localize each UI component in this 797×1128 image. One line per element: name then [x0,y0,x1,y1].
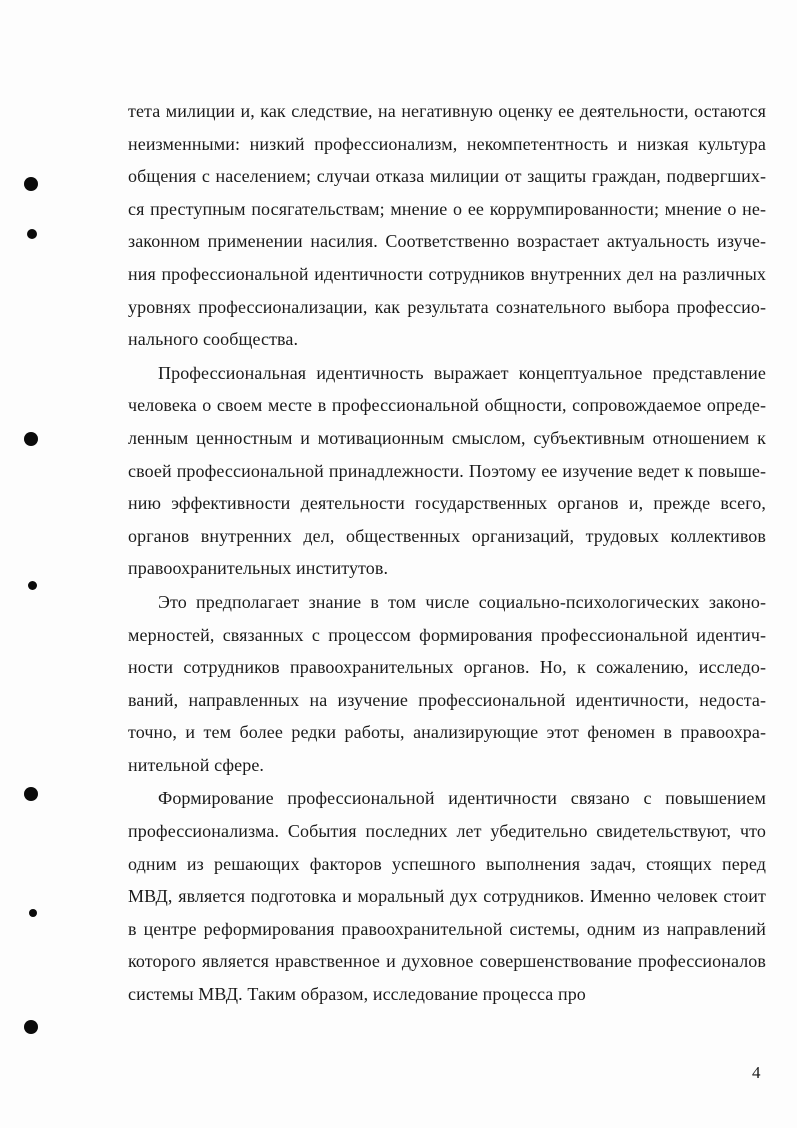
punch-hole [24,177,38,191]
punch-hole [24,787,38,801]
body-text [128,95,766,1012]
paragraph: тета милиции и, как следствие, на негативную оценку ее деятельности, остаются неизменными: низкий профессионализм, некомпетентность и низкая культура общения с населением; случаи отказа милиции от защиты граждан, подвергшихся преступным посягательствам; мнение о ее коррумпированности; мнение о незаконном применении насилия. Соответственно возрастает актуальность изучения профессиональной идентичности сотрудников внутренних дел на различных уровнях профессионализации, как результата сознательного выбора профессионального сообщества. [128,101,766,350]
paragraph: Это предполагает знание в том числе социально-психологических закономерностей, связанных с процессом формирования профессиональной идентичности сотрудников правоохранительных органов. Но, к сожалению, исследований, направленных на изучение профессиональной идентичности, недостаточно, и тем более редки работы, анализирующие этот феномен в правоохранительной сфере. [128,591,766,775]
punch-hole [28,581,37,590]
punch-hole [24,1020,38,1034]
paragraph: Формирование профессиональной идентичности связано с повышением профессионализма. События последних лет убедительно свидетельствуют, что одним из решающих факторов успешного выполнения задач, стоящих перед МВД, является подготовка и моральный дух сотрудников. Именно человек стоит в центре реформирования правоохранительной системы, одним из направлений которого является нравственное и духовное совершенствование профессионалов системы МВД. Таким образом, исследование процесса про [128,788,766,1005]
paragraph: Профессиональная идентичность выражает концептуальное представление человека о своем месте в профессиональной общности, сопровождаемое определенным ценностным и мотивационным смыслом, субъективным отношением к своей профессиональной принадлежности. Поэтому ее изучение ведет к повышению эффективности деятельности государственных органов и, прежде всего, органов внутренних дел, общественных организаций, трудовых коллективов правоохранительных институтов. [128,362,766,579]
punch-hole [29,909,37,917]
punch-hole [24,432,38,446]
page-number: 4 [752,1063,761,1082]
punch-hole [27,229,37,239]
